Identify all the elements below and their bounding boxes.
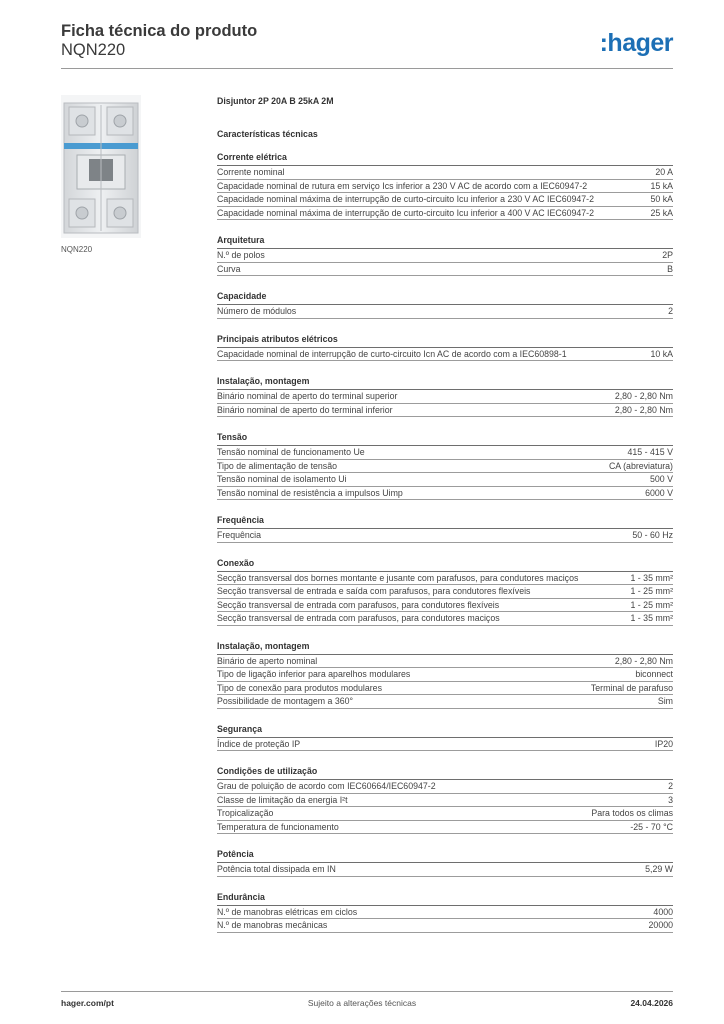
section-title: Capacidade: [217, 291, 673, 305]
spec-value: 2,80 - 2,80 Nm: [614, 404, 673, 415]
spec-value: 3: [668, 794, 673, 805]
spec-section: [217, 724, 673, 752]
spec-section: [217, 892, 673, 933]
spec-row: [217, 807, 673, 821]
spec-label: Capacidade nominal de rutura em serviço Ics inferior a 230 V AC de acordo com a IEC60947-2: [217, 180, 588, 191]
spec-value: Sim: [657, 696, 673, 706]
spec-section: [217, 641, 673, 709]
spec-row: [217, 668, 673, 682]
spec-label: N.º de polos: [217, 250, 265, 260]
section-title: Segurança: [217, 724, 673, 738]
spec-row: [217, 193, 673, 207]
page-header: [61, 20, 673, 68]
spec-section: [217, 235, 673, 276]
spec-row: [217, 572, 673, 586]
spec-value: CA (abreviatura): [608, 460, 673, 471]
section-title: Potência: [217, 849, 673, 863]
header-divider: [61, 68, 673, 69]
spec-value: 2: [668, 781, 673, 791]
footer-website[interactable]: hager.com/pt: [61, 998, 114, 1008]
technical-characteristics-heading: Características técnicas: [217, 129, 318, 139]
spec-row: [217, 821, 673, 835]
spec-value: 10 kA: [650, 348, 673, 359]
spec-section: [217, 849, 673, 877]
spec-row: [217, 305, 673, 319]
section-title: Arquitetura: [217, 235, 673, 249]
spec-row: [217, 863, 673, 877]
spec-label: Tipo de ligação inferior para aparelhos modulares: [217, 669, 411, 679]
image-caption: NQN220: [61, 245, 93, 254]
spec-label: Secção transversal de entrada com parafusos, para condutores flexíveis: [217, 599, 500, 610]
spec-value: 2,80 - 2,80 Nm: [614, 391, 673, 401]
spec-label: Binário nominal de aperto do terminal superior: [217, 391, 398, 401]
spec-row: [217, 263, 673, 277]
spec-row: [217, 529, 673, 543]
spec-label: Secção transversal dos bornes montante e jusante com parafusos, para condutores maciços: [217, 572, 579, 583]
spec-value: 500 V: [650, 474, 673, 484]
spec-value: 4000: [653, 906, 673, 917]
spec-row: [217, 348, 673, 362]
section-title: Conexão: [217, 558, 673, 572]
spec-label: N.º de manobras mecânicas: [217, 920, 328, 930]
spec-label: Potência total dissipada em IN: [217, 864, 336, 874]
spec-value: 2P: [662, 250, 673, 260]
section-title: Instalação, montagem: [217, 376, 673, 390]
spec-row: [217, 906, 673, 920]
spec-label: N.º de manobras elétricas em ciclos: [217, 906, 358, 917]
spec-row: [217, 487, 673, 501]
spec-label: Tensão nominal de funcionamento Ue: [217, 447, 365, 457]
spec-row: [217, 682, 673, 696]
spec-label: Capacidade nominal máxima de interrupção de curto-circuito Icu inferior a 400 V AC IEC60947-2: [217, 207, 594, 218]
spec-row: [217, 404, 673, 418]
spec-content: [217, 96, 673, 933]
spec-value: Para todos os climas: [591, 808, 673, 818]
spec-section: [217, 291, 673, 319]
spec-label: Capacidade nominal máxima de interrupção de curto-circuito Icu inferior a 230 V AC IEC60947-2: [217, 194, 594, 204]
spec-row: [217, 585, 673, 599]
section-title: Principais atributos elétricos: [217, 334, 673, 348]
spec-section: [217, 515, 673, 543]
spec-label: Índice de proteção IP: [217, 738, 301, 749]
spec-section: [217, 766, 673, 834]
spec-value: 2,80 - 2,80 Nm: [614, 655, 673, 666]
spec-row: [217, 612, 673, 626]
spec-label: Temperatura de funcionamento: [217, 821, 339, 832]
spec-row: [217, 599, 673, 613]
spec-value: IP20: [654, 738, 673, 749]
spec-value: Terminal de parafuso: [590, 682, 673, 693]
spec-label: Grau de poluição de acordo com IEC60664/IEC60947-2: [217, 781, 436, 791]
section-title: Corrente elétrica: [217, 152, 673, 166]
spec-value: 20 A: [655, 167, 673, 177]
spec-row: [217, 460, 673, 474]
spec-label: Capacidade nominal de interrupção de curto-circuito Icn AC de acordo com a IEC60898-1: [217, 348, 567, 359]
spec-row: [217, 780, 673, 794]
spec-section: [217, 432, 673, 500]
spec-row: [217, 390, 673, 404]
spec-sections: [217, 152, 673, 933]
spec-value: 6000 V: [645, 487, 673, 498]
spec-section: [217, 376, 673, 417]
spec-row: [217, 207, 673, 221]
spec-label: Tensão nominal de isolamento Ui: [217, 474, 347, 484]
spec-value: 1 - 35 mm²: [630, 613, 673, 623]
spec-label: Secção transversal de entrada com parafusos, para condutores maciços: [217, 613, 500, 623]
section-title: Condições de utilização: [217, 766, 673, 780]
spec-row: [217, 794, 673, 808]
spec-row: [217, 655, 673, 669]
spec-value: -25 - 70 °C: [630, 821, 673, 832]
footer-date: 24.04.2026: [630, 998, 673, 1008]
product-reference: NQN220: [61, 41, 126, 59]
spec-label: Número de módulos: [217, 306, 297, 316]
spec-label: Possibilidade de montagem a 360°: [217, 696, 354, 706]
spec-value: 2: [668, 306, 673, 316]
spec-row: [217, 446, 673, 460]
spec-section: [217, 152, 673, 220]
spec-label: Frequência: [217, 530, 262, 540]
spec-label: Corrente nominal: [217, 167, 285, 177]
spec-label: Binário nominal de aperto do terminal inferior: [217, 404, 393, 415]
product-image: [61, 95, 141, 238]
spec-value: 15 kA: [650, 180, 673, 191]
spec-label: Tipo de conexão para produtos modulares: [217, 682, 382, 693]
spec-label: Curva: [217, 263, 241, 274]
hager-logo: :hager: [599, 29, 673, 57]
page-title: Ficha técnica do produto: [61, 22, 258, 40]
spec-row: [217, 473, 673, 487]
spec-section: [217, 334, 673, 362]
spec-value: biconnect: [635, 669, 673, 679]
spec-row: [217, 166, 673, 180]
spec-value: 25 kA: [650, 207, 673, 218]
section-title: Instalação, montagem: [217, 641, 673, 655]
spec-value: 5,29 W: [645, 864, 673, 874]
spec-label: Tipo de alimentação de tensão: [217, 460, 337, 471]
spec-value: 50 - 60 Hz: [632, 530, 673, 540]
spec-row: [217, 919, 673, 933]
spec-value: 1 - 35 mm²: [630, 572, 673, 583]
spec-value: 415 - 415 V: [627, 447, 673, 457]
spec-value: B: [667, 263, 673, 274]
section-title: Tensão: [217, 432, 673, 446]
spec-row: [217, 738, 673, 752]
spec-label: Tropicalização: [217, 808, 274, 818]
footer-divider: [61, 991, 673, 992]
spec-section: [217, 558, 673, 626]
spec-row: [217, 249, 673, 263]
spec-label: Classe de limitação da energia I²t: [217, 794, 348, 805]
spec-row: [217, 695, 673, 709]
spec-row: [217, 180, 673, 194]
spec-value: 50 kA: [650, 194, 673, 204]
spec-value: 20000: [648, 920, 673, 930]
spec-label: Binário de aperto nominal: [217, 655, 318, 666]
spec-label: Secção transversal de entrada e saída com parafusos, para condutores flexíveis: [217, 586, 531, 596]
spec-value: 1 - 25 mm²: [630, 586, 673, 596]
section-title: Frequência: [217, 515, 673, 529]
section-title: Endurância: [217, 892, 673, 906]
footer-disclaimer: Sujeito a alterações técnicas: [307, 998, 417, 1008]
product-name: Disjuntor 2P 20A B 25kA 2M: [217, 96, 334, 106]
spec-value: 1 - 25 mm²: [630, 599, 673, 610]
spec-label: Tensão nominal de resistência a impulsos Uimp: [217, 487, 403, 498]
